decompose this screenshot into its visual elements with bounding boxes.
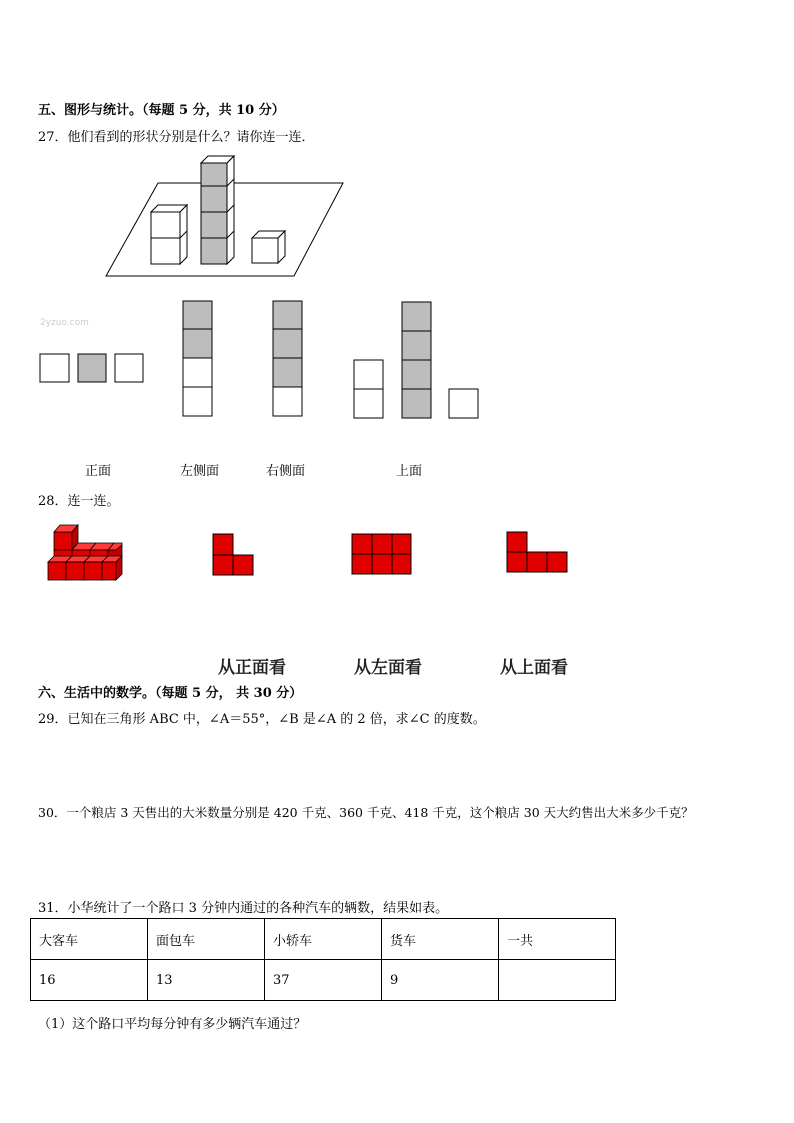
view-option-3 xyxy=(273,301,302,416)
q31-text: 31．小华统计了一个路口 3 分钟内通过的各种汽车的辆数，结果如表。 xyxy=(38,901,449,916)
right-cube xyxy=(252,231,285,263)
q27-3d-figure xyxy=(100,150,350,280)
q28-label-front: 从正面看 xyxy=(218,658,286,678)
q28-option-3 xyxy=(506,531,570,575)
q27-text: 27．他们看到的形状分别是什么？请你连一连． xyxy=(38,130,315,145)
q29-text: 29．已知在三角形 ABC 中，∠A＝55°，∠B 是∠A 的 2 倍，求∠C 的度数。 xyxy=(38,712,486,727)
q31-table xyxy=(30,918,616,1001)
table-cell: 13 xyxy=(148,960,265,1001)
table-cell: 一共 xyxy=(499,919,616,960)
view-option-4 xyxy=(354,302,478,418)
q28-option-1 xyxy=(212,533,256,577)
view-label-front: 正面 xyxy=(85,464,112,479)
view-option-2 xyxy=(183,301,212,416)
table-cell: 面包车 xyxy=(148,919,265,960)
table-cell: 货车 xyxy=(382,919,499,960)
table-row xyxy=(31,960,616,1001)
view-option-1 xyxy=(40,354,143,382)
watermark: 2yzuo.com xyxy=(40,318,89,328)
view-label-right: 右侧面 xyxy=(266,464,306,479)
middle-stack xyxy=(201,156,234,264)
table-cell: 9 xyxy=(382,960,499,1001)
q28-label-top: 从上面看 xyxy=(500,658,568,678)
q31-sub1: （1）这个路口平均每分钟有多少辆汽车通过？ xyxy=(38,1017,307,1032)
table-cell: 16 xyxy=(31,960,148,1001)
table-cell: 大客车 xyxy=(31,919,148,960)
q28-label-left: 从左面看 xyxy=(354,658,422,678)
table-header-row xyxy=(31,919,616,960)
table-cell-answer[interactable] xyxy=(499,960,616,1001)
q27-view-options xyxy=(35,295,495,425)
left-stack xyxy=(151,205,187,264)
section5-title: 五、图形与统计。（每题 5 分，共 10 分） xyxy=(38,103,285,118)
q30-text: 30．一个粮店 3 天售出的大米数量分别是 420 千克、360 千克、418 千克，这个粮店 30 天大约售出大米多少千克？ xyxy=(38,805,694,820)
q28-3d-shape xyxy=(44,520,128,582)
q28-option-2 xyxy=(351,533,413,577)
table-cell: 37 xyxy=(265,960,382,1001)
section6-title: 六、生活中的数学。（每题 5 分， 共 30 分） xyxy=(38,686,303,701)
q28-text: 28．连一连。 xyxy=(38,494,120,509)
table-cell: 小轿车 xyxy=(265,919,382,960)
view-label-left: 左侧面 xyxy=(180,464,220,479)
view-label-top: 上面 xyxy=(396,464,423,479)
